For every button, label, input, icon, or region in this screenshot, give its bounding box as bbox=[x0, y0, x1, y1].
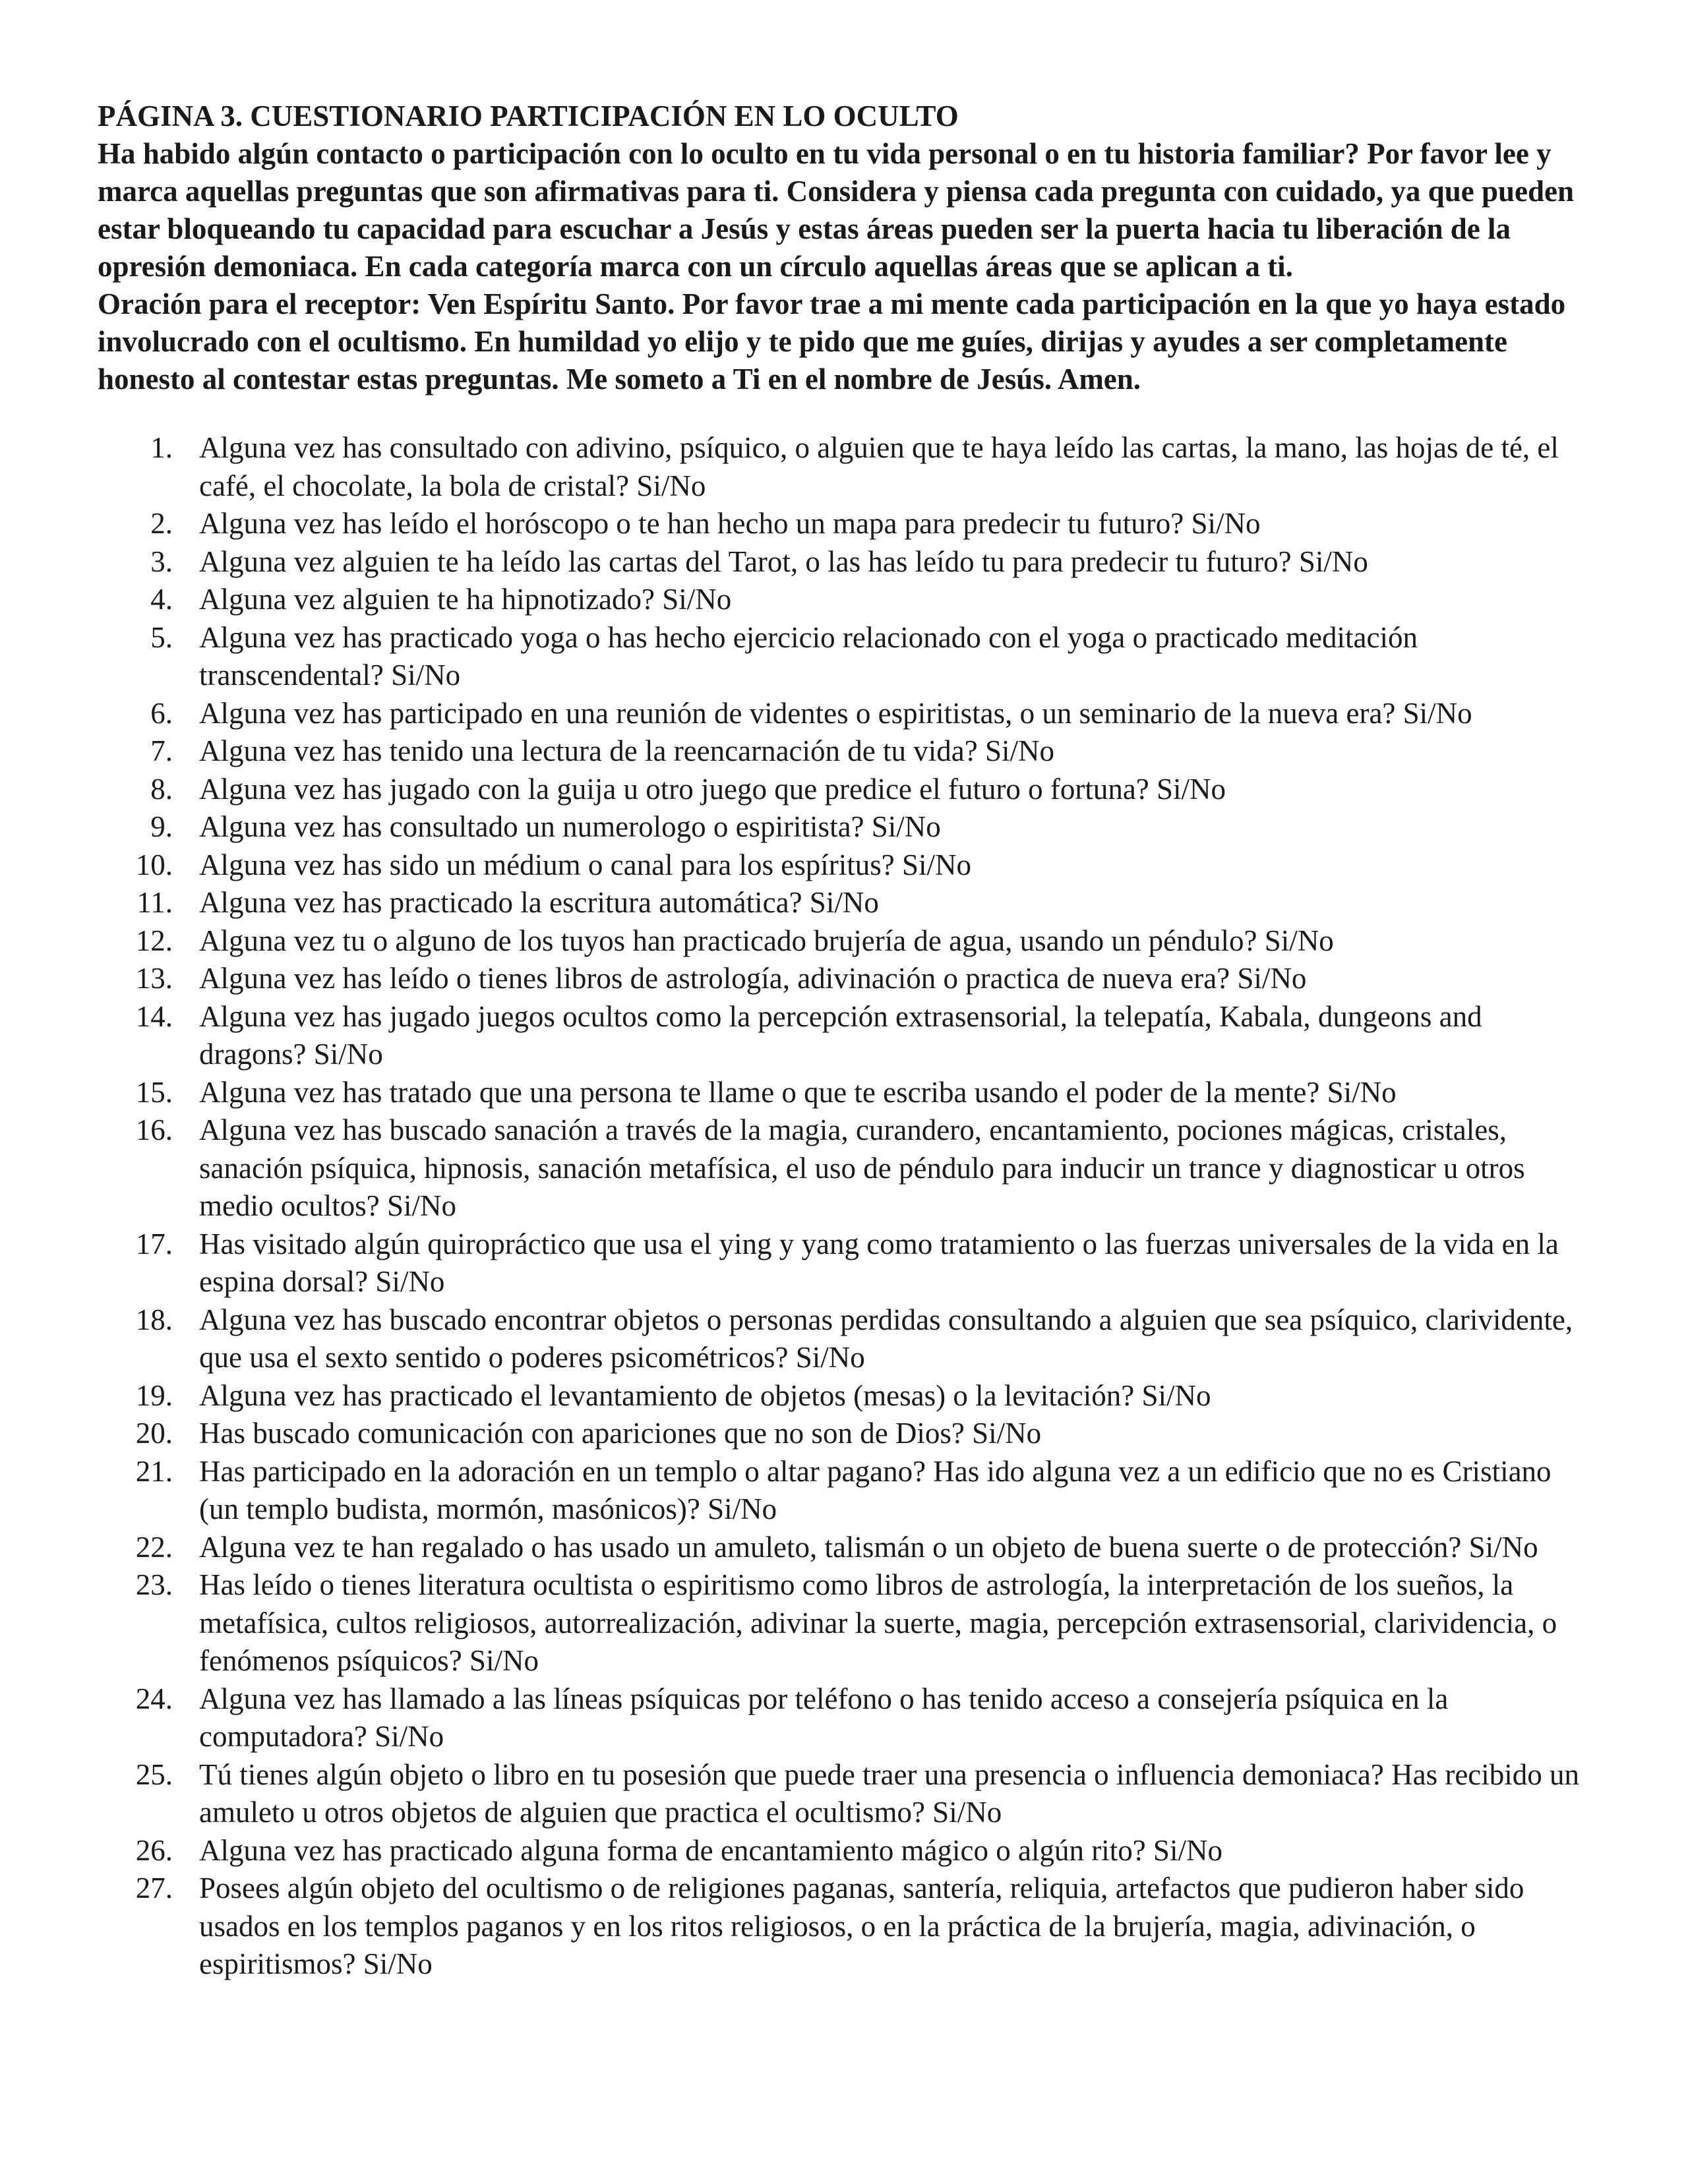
question-item bbox=[98, 1529, 1588, 1567]
question-text: Alguna vez has sido un médium o canal para los espíritus? Si/No bbox=[199, 848, 972, 881]
question-number: 2. bbox=[150, 507, 173, 540]
question-number: 21. bbox=[135, 1454, 173, 1488]
question-text: Alguna vez alguien te ha hipnotizado? Si/No bbox=[199, 583, 732, 616]
question-number: 16. bbox=[135, 1113, 173, 1146]
prayer-paragraph: Oración para el receptor: Ven Espíritu Santo. Por favor trae a mi mente cada participación en la que yo haya estado involucrado con el ocultismo. En humildad yo elijo y te pido que me guíes, dirijas y ayudes a ser completamente honesto al contestar estas preguntas. Me someto a Ti en el nombre de Jesús. Amen. bbox=[98, 287, 1566, 396]
question-item bbox=[98, 960, 1588, 998]
question-item bbox=[98, 998, 1588, 1074]
question-number: 3. bbox=[150, 545, 173, 578]
question-text: Alguna vez has practicado yoga o has hecho ejercicio relacionado con el yoga o practicado meditación transcendental? Si/No bbox=[199, 620, 1418, 692]
question-text: Alguna vez has leído o tienes libros de astrología, adivinación o practica de nueva era? Si/No bbox=[199, 962, 1307, 995]
question-text: Has leído o tienes literatura ocultista o espiritismo como libros de astrología, la interpretación de los sueños, la metafísica, cultos religiosos, autorrealización, adivinar la suerte, magia, percepción extrasensorial, clarividencia, o fenómenos psíquicos? Si/No bbox=[199, 1568, 1557, 1677]
questions-list bbox=[98, 429, 1588, 1984]
question-item bbox=[98, 1377, 1588, 1415]
question-text: Alguna vez has jugado juegos ocultos como la percepción extrasensorial, la telepatía, Kabala, dungeons and dragons? Si/No bbox=[199, 999, 1482, 1071]
question-number: 18. bbox=[135, 1303, 173, 1336]
question-number: 12. bbox=[135, 924, 173, 957]
question-number: 27. bbox=[135, 1872, 173, 1904]
question-text: Alguna vez has leído el horóscopo o te han hecho un mapa para predecir tu futuro? Si/No bbox=[199, 507, 1261, 540]
question-text: Alguna vez has consultado con adivino, psíquico, o alguien que te haya leído las cartas, la mano, las hojas de té, el café, el chocolate, la bola de cristal? Si/No bbox=[199, 431, 1559, 502]
question-item bbox=[98, 1870, 1588, 1984]
question-item bbox=[98, 732, 1588, 771]
question-number: 13. bbox=[135, 962, 173, 995]
question-number: 23. bbox=[135, 1568, 173, 1601]
question-item bbox=[98, 922, 1588, 960]
question-item bbox=[98, 543, 1588, 581]
question-number: 4. bbox=[150, 583, 173, 616]
question-item bbox=[98, 619, 1588, 695]
intro-paragraph: Ha habido algún contacto o participación con lo oculto en tu vida personal o en tu historia familiar? Por favor lee y marca aquellas preguntas que son afirmativas para ti. Considera y piensa cada pregunta con cuidado, ya que pueden estar bloqueando tu capacidad para escuchar a Jesús y estas áreas pueden ser la puerta hacia tu liberación de la opresión demoniaca. En cada categoría marca con un círculo aquellas áreas que se aplican a ti. bbox=[98, 137, 1575, 283]
question-item bbox=[98, 695, 1588, 733]
question-item bbox=[98, 846, 1588, 885]
question-text: Has buscado comunicación con apariciones que no son de Dios? Si/No bbox=[199, 1417, 1042, 1450]
question-item bbox=[98, 429, 1588, 505]
question-text: Alguna vez has practicado alguna forma de encantamiento mágico o algún rito? Si/No bbox=[199, 1833, 1222, 1867]
question-number: 11. bbox=[136, 886, 173, 919]
question-item bbox=[98, 1111, 1588, 1225]
question-item bbox=[98, 1453, 1588, 1529]
question-number: 25. bbox=[135, 1757, 173, 1791]
question-number: 20. bbox=[135, 1417, 173, 1450]
question-text: Alguna vez has participado en una reunión de videntes o espiritistas, o un seminario de la nueva era? Si/No bbox=[199, 696, 1472, 730]
question-number: 7. bbox=[150, 734, 173, 767]
document-page bbox=[98, 98, 1588, 1984]
question-number: 1. bbox=[150, 431, 173, 464]
question-text: Alguna vez has buscado encontrar objetos o personas perdidas consultando a alguien que sea psíquico, clarividente, que usa el sexto sentido o poderes psicométricos? Si/No bbox=[199, 1303, 1573, 1374]
question-text: Alguna vez has practicado el levantamiento de objetos (mesas) o la levitación? Si/No bbox=[199, 1378, 1211, 1412]
question-number: 15. bbox=[135, 1075, 173, 1109]
question-item bbox=[98, 1415, 1588, 1453]
question-number: 6. bbox=[150, 696, 173, 730]
question-number: 14. bbox=[135, 999, 173, 1033]
question-number: 24. bbox=[135, 1682, 173, 1715]
question-number: 19. bbox=[135, 1378, 173, 1412]
question-item bbox=[98, 1225, 1588, 1301]
question-item bbox=[98, 1566, 1588, 1680]
question-item bbox=[98, 1301, 1588, 1377]
question-item bbox=[98, 808, 1588, 846]
question-number: 26. bbox=[135, 1833, 173, 1867]
question-text: Posees algún objeto del ocultismo o de religiones paganas, santería, reliquia, artefactos que pudieron haber sido usados en los templos paganos y en los ritos religiosos, o en la práctica de la brujería, magia, adivinación, o espiritismos? Si/No bbox=[199, 1872, 1524, 1980]
question-text: Alguna vez has consultado un numerologo o espiritista? Si/No bbox=[199, 810, 941, 843]
question-number: 8. bbox=[150, 772, 173, 806]
question-text: Alguna vez has jugado con la guija u otro juego que predice el futuro o fortuna? Si/No bbox=[199, 772, 1226, 806]
document-header bbox=[98, 98, 1588, 398]
page-title: PÁGINA 3. CUESTIONARIO PARTICIPACIÓN EN LO OCULTO bbox=[98, 100, 959, 133]
question-text: Alguna vez alguien te ha leído las cartas del Tarot, o las has leído tu para predecir tu futuro? Si/No bbox=[199, 545, 1368, 578]
question-text: Tú tienes algún objeto o libro en tu posesión que puede traer una presencia o influencia demoniaca? Has recibido un amuleto u otros objetos de alguien que practica el ocultismo? Si/No bbox=[199, 1757, 1580, 1829]
question-text: Alguna vez has tratado que una persona te llame o que te escriba usando el poder de la mente? Si/No bbox=[199, 1075, 1397, 1109]
question-item bbox=[98, 1832, 1588, 1870]
question-text: Alguna vez tu o alguno de los tuyos han practicado brujería de agua, usando un péndulo? Si/No bbox=[199, 924, 1334, 957]
question-item bbox=[98, 1680, 1588, 1756]
question-number: 17. bbox=[135, 1227, 173, 1260]
question-text: Alguna vez has tenido una lectura de la reencarnación de tu vida? Si/No bbox=[199, 734, 1054, 767]
question-text: Has participado en la adoración en un templo o altar pagano? Has ido alguna vez a un edificio que no es Cristiano (un templo budista, mormón, masónicos)? Si/No bbox=[199, 1454, 1552, 1525]
question-text: Alguna vez has llamado a las líneas psíquicas por teléfono o has tenido acceso a consejería psíquica en la computadora? Si/No bbox=[199, 1682, 1449, 1753]
question-number: 10. bbox=[135, 848, 173, 881]
question-item bbox=[98, 1756, 1588, 1832]
question-number: 9. bbox=[150, 810, 173, 843]
question-number: 5. bbox=[150, 620, 173, 654]
question-item bbox=[98, 884, 1588, 922]
question-text: Alguna vez has buscado sanación a través de la magia, curandero, encantamiento, pociones mágicas, cristales, sanación psíquica, hipnosis, sanación metafísica, el uso de péndulo para inducir un trance y diagnosticar u otros medio ocultos? Si/No bbox=[199, 1113, 1525, 1222]
question-text: Alguna vez te han regalado o has usado un amuleto, talismán o un objeto de buena suerte o de protección? Si/No bbox=[199, 1530, 1538, 1564]
question-number: 22. bbox=[135, 1530, 173, 1564]
question-item bbox=[98, 771, 1588, 809]
question-text: Has visitado algún quiropráctico que usa el ying y yang como tratamiento o las fuerzas universales de la vida en la espina dorsal? Si/No bbox=[199, 1227, 1559, 1298]
question-item bbox=[98, 581, 1588, 619]
question-item bbox=[98, 1074, 1588, 1112]
question-text: Alguna vez has practicado la escritura automática? Si/No bbox=[199, 886, 879, 919]
question-item bbox=[98, 505, 1588, 543]
